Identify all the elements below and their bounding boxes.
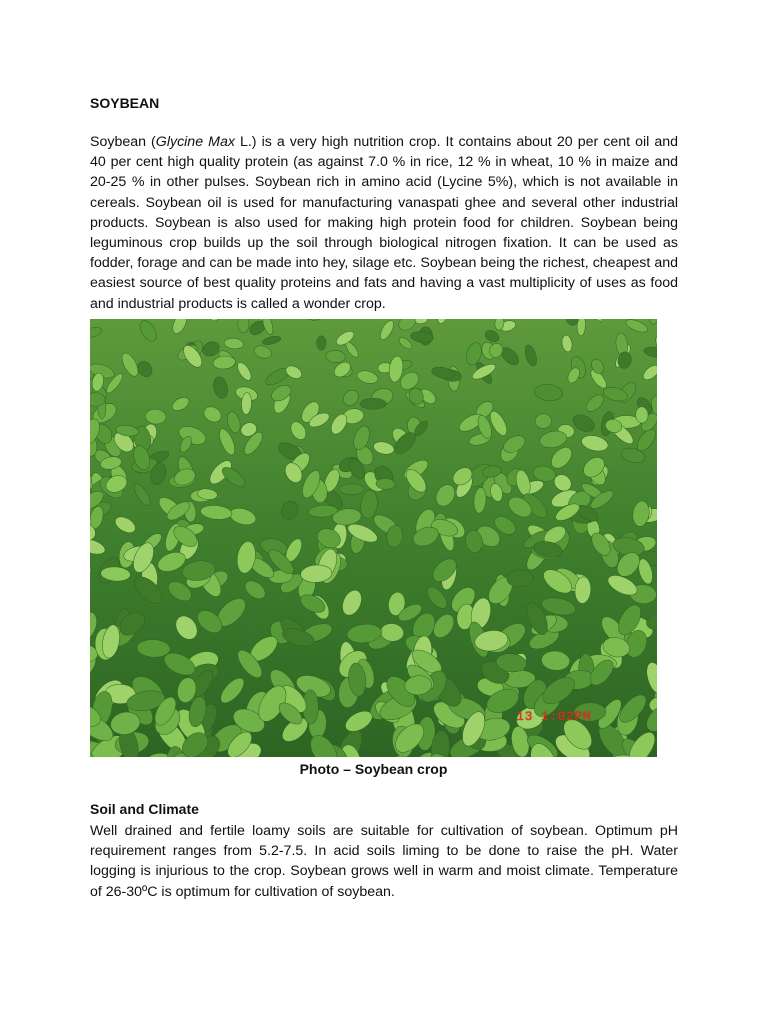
intro-text: L.) is a very high nutrition crop. It contains about 20 per cent oil and 40 per cent high quality protein (as against 7.0 % in rice, 12 % in wheat, 10 % in maize and 20-25 % in other pulses. Soybean rich in amino acid (Lycine 5%), which is not available in cereals. Soybean oil is used for manufacturing vanaspati ghee and several other industrial products. Soybean is also used for making high protein food for children. Soybean being leguminous crop builds up the soil through biological nitrogen fixation. It can be used as fodder, forage and can be made into hey, silage etc. Soybean being the richest, cheapest and easiest source of best quality proteins and fats and having a vast multiplicity of uses as food and industrial products is called a wonder crop. bbox=[90, 134, 678, 312]
section-heading: Soil and Climate bbox=[90, 801, 199, 817]
document-title: SOYBEAN bbox=[90, 95, 160, 111]
species-name: Glycine Max bbox=[155, 134, 235, 150]
leaf-canopy-illustration bbox=[90, 319, 657, 757]
leaf bbox=[360, 398, 387, 409]
soil-climate-paragraph: Well drained and fertile loamy soils are suitable for cultivation of soybean. Optimum pH requirement ranges from 5.2-7.5. In acid soils liming to be done to raise the pH. Water logging is injurious to the crop. Soybean grows well in warm and moist climate. Temperature of 26-30ºC is optimum for cultivation of soybean. bbox=[90, 823, 678, 900]
leaf bbox=[339, 484, 364, 495]
document-body bbox=[90, 94, 678, 314]
leaf bbox=[635, 406, 648, 423]
soybean-crop-photo bbox=[90, 319, 657, 757]
photo-caption: Photo – Soybean crop bbox=[299, 761, 448, 777]
intro-prefix: Soybean ( bbox=[90, 134, 156, 150]
intro-paragraph bbox=[90, 132, 678, 314]
photo-timestamp: 13 1:02PM bbox=[516, 709, 591, 724]
leaf bbox=[317, 336, 326, 351]
soil-climate-section bbox=[90, 800, 678, 902]
